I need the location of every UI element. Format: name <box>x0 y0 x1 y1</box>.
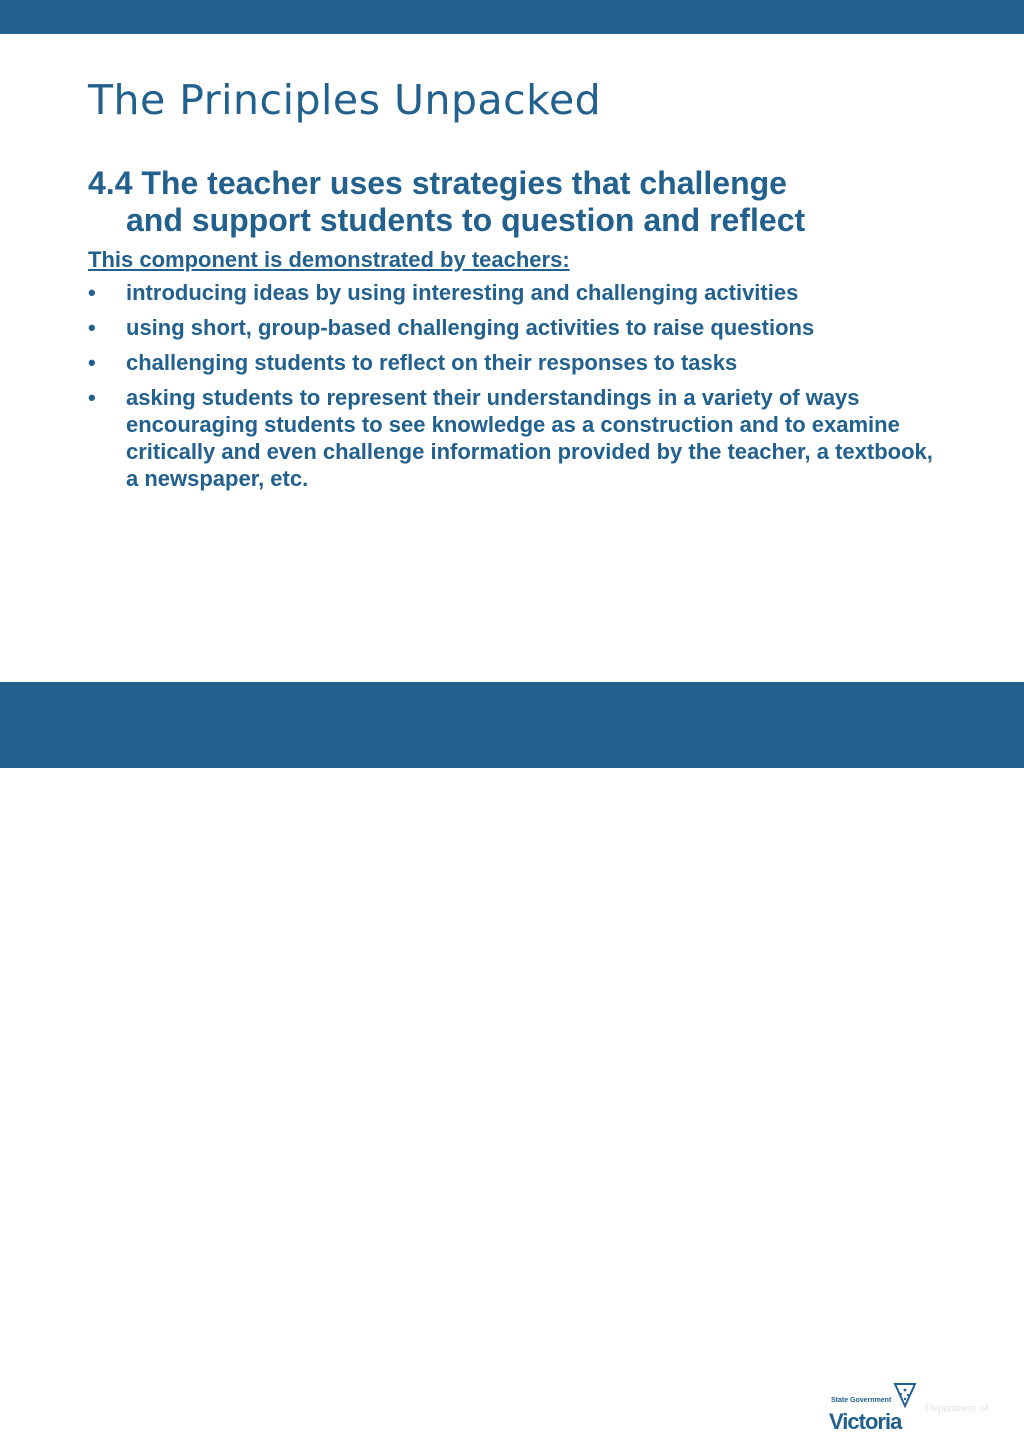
logo-box <box>827 1380 919 1436</box>
logo-education: Education <box>925 1416 986 1432</box>
logo-department-of: Department of <box>925 1402 989 1414</box>
list-item <box>88 279 948 306</box>
slide-body <box>88 165 948 500</box>
slide-title: The Principles Unpacked <box>88 76 602 124</box>
bullet-list <box>88 279 948 492</box>
bullet-icon: • <box>88 315 96 340</box>
list-item-text: using short, group-based challenging activities to raise questions <box>126 315 815 340</box>
bullet-icon: • <box>88 385 96 410</box>
bottom-banner <box>0 682 1024 1434</box>
principle-heading: 4.4 The teacher uses strategies that challenge and support students to question and reflect <box>88 165 806 238</box>
logo-victoria: Victoria <box>829 1409 902 1434</box>
list-item <box>88 349 948 376</box>
list-item <box>88 314 948 341</box>
list-item-text: challenging students to reflect on their responses to tasks <box>126 350 738 375</box>
victoria-education-logo <box>827 1380 999 1438</box>
component-intro: This component is demonstrated by teachers: <box>88 247 570 272</box>
top-banner <box>0 0 1024 34</box>
bullet-icon: • <box>88 350 96 375</box>
southern-cross-stars-icon <box>893 1382 917 1408</box>
bullet-icon: • <box>88 280 96 305</box>
list-item-text: introducing ideas by using interesting and challenging activities <box>126 280 799 305</box>
logo-state-government: State Government <box>831 1397 892 1404</box>
list-item-text: asking students to represent their understandings in a variety of ways encouraging students to see knowledge as a construction and to examine critically and even challenge information provided by the teacher, a textbook, a newspaper, etc. <box>126 385 933 491</box>
list-item <box>88 384 948 492</box>
